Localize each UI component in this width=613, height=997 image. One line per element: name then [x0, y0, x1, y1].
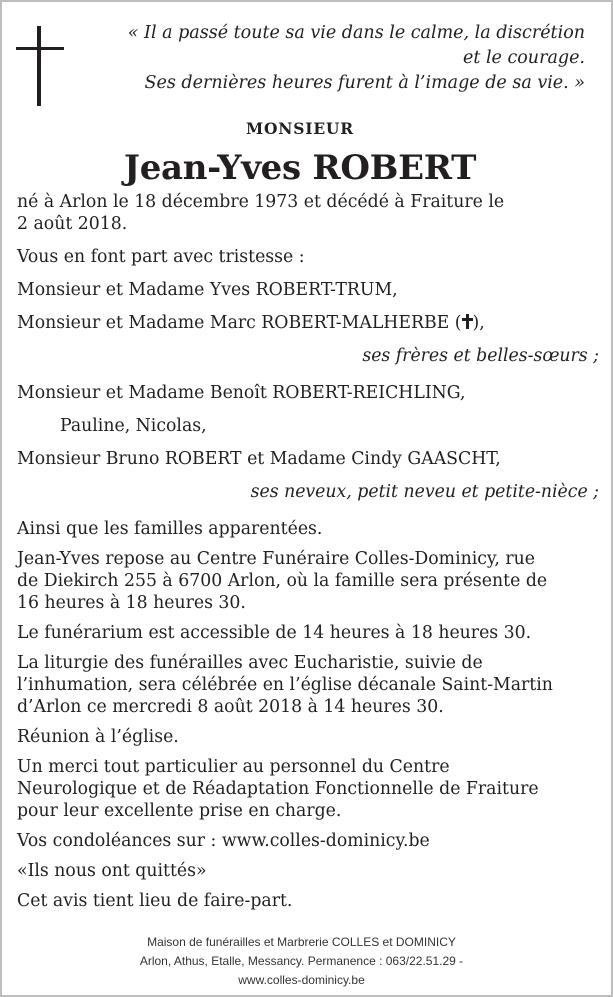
- thanks-line-1: Un merci tout particulier au personnel du Centre: [17, 757, 450, 777]
- quote-line-3: Ses dernières heures furent à l’image de sa vie. »: [144, 73, 585, 93]
- footer-website-link[interactable]: www.colles-dominicy.be: [238, 973, 365, 987]
- family-member-2-suffix: ),: [472, 313, 485, 333]
- honorific: MONSIEUR: [246, 119, 354, 138]
- family-member-2-prefix: Monsieur et Madame Marc ROBERT-MALHERBE (: [17, 313, 462, 333]
- quote-line-2: et le courage.: [463, 48, 585, 68]
- family-member-2: [17, 312, 587, 334]
- condolences-line: [17, 830, 587, 852]
- notice-body: [17, 191, 599, 912]
- cross-icon-horizontal: [16, 47, 64, 50]
- footer-line-1: Maison de funérailles et Marbrerie COLLES et DOMINICY: [147, 935, 456, 949]
- family-member-1: Monsieur et Madame Yves ROBERT-TRUM,: [17, 280, 398, 300]
- cross-icon: [16, 26, 64, 106]
- condolences-website-link[interactable]: www.colles-dominicy.be: [221, 831, 430, 851]
- family-member-4: Pauline, Nicolas,: [60, 416, 207, 436]
- left-us-line: «Ils nous ont quittés»: [17, 861, 207, 881]
- quote-line-1: « Il a passé toute sa vie dans le calme, la discrétion: [127, 23, 585, 43]
- cross-icon-vertical: [37, 26, 41, 106]
- epitaph-quote: [115, 21, 585, 96]
- rest-line-1: Jean-Yves repose au Centre Funéraire Colles-Dominicy, rue: [17, 549, 536, 569]
- rest-line-3: 16 heures à 18 heures 30.: [17, 593, 246, 613]
- notice-line: Cet avis tient lieu de faire-part.: [17, 891, 293, 911]
- thanks-line-2: Neurologique et de Réadaptation Fonctionnelle de Fraiture: [17, 779, 539, 799]
- deceased-name: Jean-Yves ROBERT: [123, 148, 477, 188]
- rest-line-2: de Diekirch 255 à 6700 Arlon, où la famille sera présente de: [17, 571, 548, 591]
- liturgy-line-2: l’inhumation, sera célébrée en l’église décanale Saint-Martin: [17, 675, 553, 695]
- liturgy-line-3: d’Arlon ce mercredi 8 août 2018 à 14 heures 30.: [17, 697, 444, 717]
- footer-line-2: Arlon, Athus, Etalle, Messancy. Permanence : 063/22.51.29 -: [139, 954, 464, 968]
- birth-death-line-2: 2 août 2018.: [17, 214, 128, 234]
- funerarium-access: Le funérarium est accessible de 14 heures à 18 heures 30.: [17, 623, 532, 643]
- birth-death-line-1: né à Arlon le 18 décembre 1973 et décédé à Fraiture le: [17, 192, 505, 212]
- family-member-5: Monsieur Bruno ROBERT et Madame Cindy GAASCHT,: [17, 449, 501, 469]
- condolences-label: Vos condoléances sur :: [17, 831, 222, 851]
- deceased-cross-icon: [462, 314, 473, 329]
- relatives-line: Ainsi que les familles apparentées.: [17, 519, 323, 539]
- announcement-intro: Vous en font part avec tristesse :: [17, 247, 305, 267]
- liturgy-line-1: La liturgie des funérailles avec Eucharistie, suivie de: [17, 653, 483, 673]
- church-meeting: Réunion à l’église.: [17, 727, 179, 747]
- relation-siblings: ses frères et belles-sœurs ;: [362, 346, 599, 366]
- thanks-line-3: pour leur excellente prise en charge.: [17, 801, 342, 821]
- family-member-3: Monsieur et Madame Benoît ROBERT-REICHLING,: [17, 383, 466, 403]
- relation-nephews: ses neveux, petit neveu et petite-nièce ;: [250, 482, 599, 502]
- funeral-home-footer: [0, 933, 603, 990]
